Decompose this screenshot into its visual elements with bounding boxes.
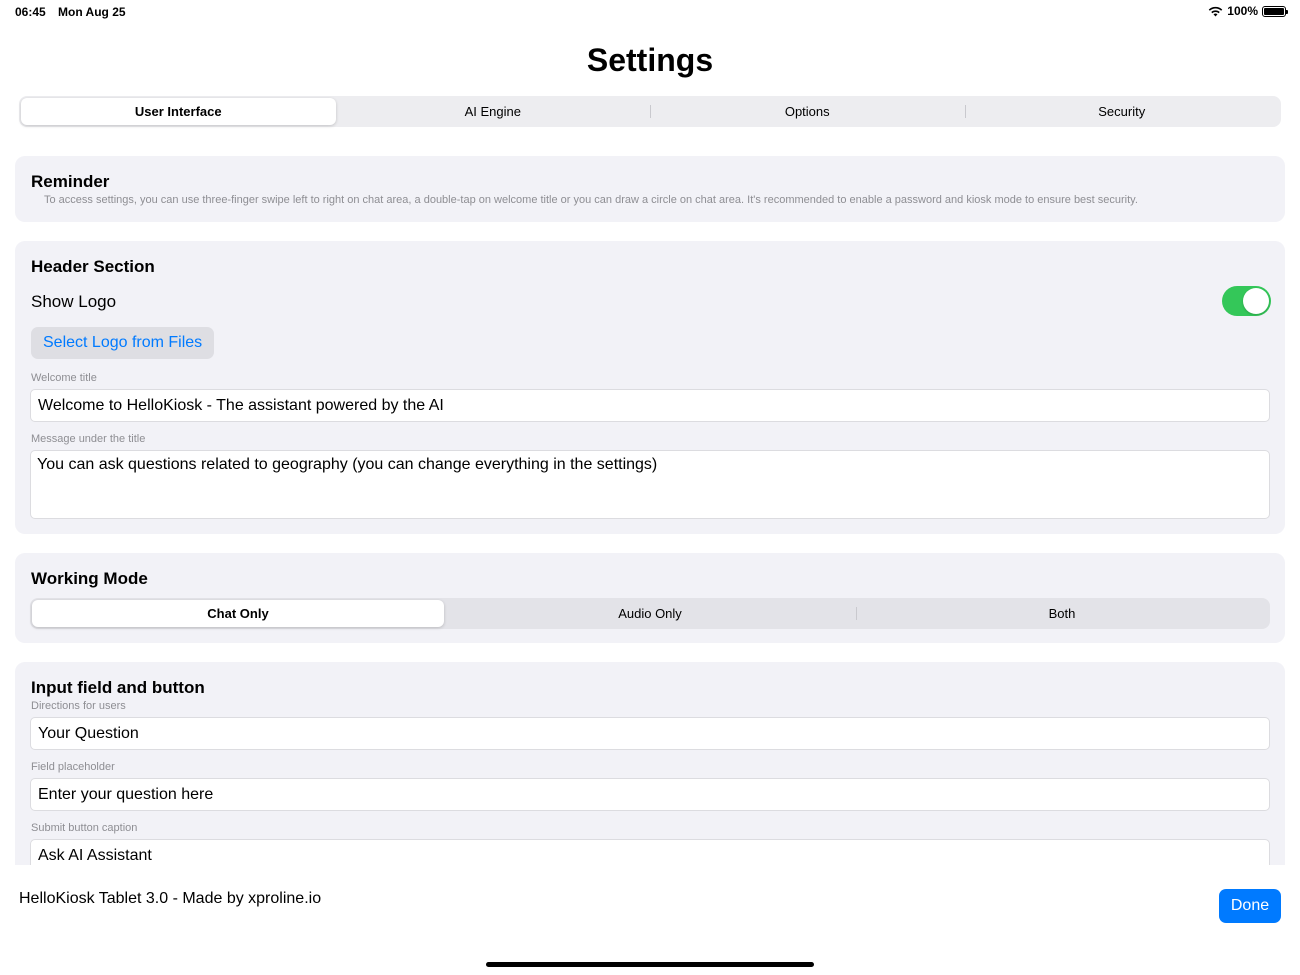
mode-chat-only[interactable] [32, 600, 444, 627]
home-indicator[interactable] [486, 962, 814, 967]
tab-label: Options [784, 104, 830, 119]
tab-label: AI Engine [464, 104, 521, 119]
wifi-icon [1208, 6, 1223, 17]
settings-scroll-area[interactable] [0, 140, 1300, 865]
mode-audio-only[interactable] [444, 600, 856, 627]
directions-input[interactable]: Your Question [30, 717, 1270, 750]
footer-credits: HelloKiosk Tablet 3.0 - Made by xproline.io [19, 890, 322, 907]
submit-caption-label: Submit button caption [31, 822, 138, 834]
welcome-title-label: Welcome title [31, 372, 97, 384]
mode-label: Both [1048, 606, 1076, 621]
tab-ai-engine[interactable] [336, 98, 651, 125]
battery-percent: 100% [1227, 4, 1258, 18]
tab-security[interactable] [965, 98, 1280, 125]
submit-caption-input[interactable]: Ask AI Assistant [30, 839, 1270, 865]
mode-both[interactable] [856, 600, 1268, 627]
message-textarea[interactable]: You can ask questions related to geography (you can change everything in the settings) [30, 450, 1270, 519]
tab-user-interface[interactable] [21, 98, 336, 125]
working-mode-card [15, 553, 1285, 643]
mode-label: Chat Only [207, 606, 269, 621]
status-time: 06:45 [15, 5, 46, 19]
tab-label: User Interface [134, 104, 222, 119]
header-section-card [15, 241, 1285, 534]
settings-tabs [19, 96, 1281, 127]
directions-label: Directions for users [31, 700, 126, 712]
header-section-title: Header Section [31, 257, 155, 276]
tab-label: Security [1098, 104, 1146, 119]
working-mode-segmented [30, 598, 1270, 629]
battery-icon [1262, 6, 1286, 17]
show-logo-toggle[interactable] [1222, 286, 1271, 316]
welcome-title-input[interactable]: Welcome to HelloKiosk - The assistant powered by the AI [30, 389, 1270, 422]
reminder-card [15, 156, 1285, 222]
message-label: Message under the title [31, 433, 146, 445]
working-mode-title: Working Mode [31, 569, 148, 588]
status-bar [0, 0, 1300, 24]
placeholder-label: Field placeholder [31, 761, 115, 773]
select-logo-button[interactable]: Select Logo from Files [31, 327, 214, 359]
tab-options[interactable] [650, 98, 965, 125]
reminder-text: To access settings, you can use three-finger swipe left to right on chat area, a double-tap on welcome title or you can draw a circle on chat area. It's recommended to enable a password and kiosk mode to ensure best security. [44, 194, 1138, 206]
page-title: Settings [586, 42, 714, 78]
done-button[interactable]: Done [1219, 889, 1281, 923]
toggle-knob [1243, 288, 1269, 314]
show-logo-label: Show Logo [31, 292, 117, 311]
status-date: Mon Aug 25 [58, 5, 126, 19]
status-right [1208, 4, 1286, 18]
mode-label: Audio Only [618, 606, 682, 621]
reminder-title: Reminder [31, 172, 110, 191]
input-section-title: Input field and button [31, 678, 205, 697]
input-section-card [15, 662, 1285, 865]
placeholder-input[interactable]: Enter your question here [30, 778, 1270, 811]
